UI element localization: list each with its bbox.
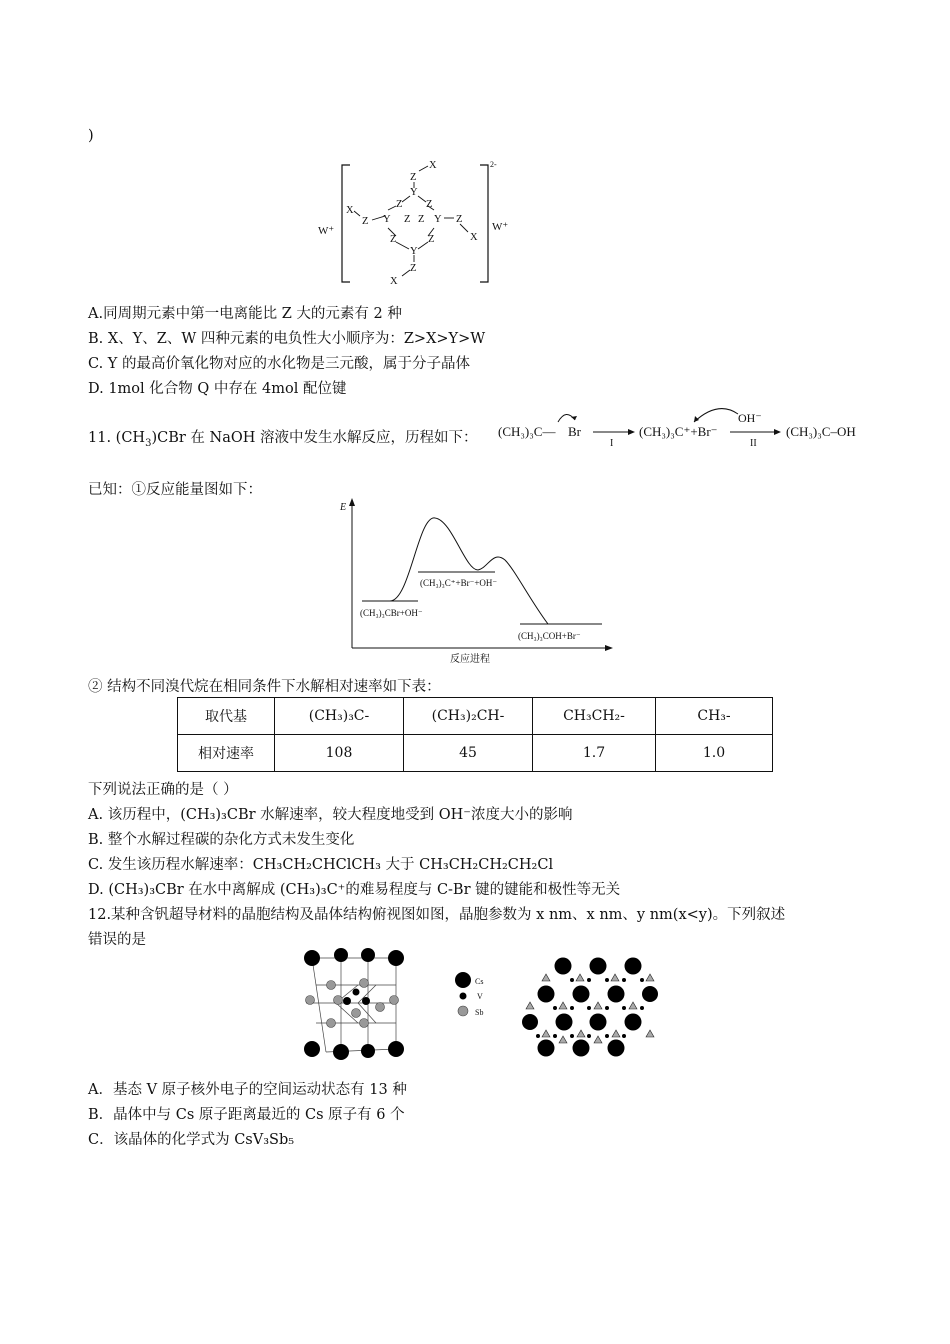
q10-option-d: D. 1mol 化合物 Q 中存在 4mol 配位键 [88,381,347,397]
atom-x-left: X [346,205,354,216]
cs-legend-icon [455,972,471,988]
q11-option-c: C. 发生该历程水解速率：CH₃CH₂CHClCH₃ 大于 CH₃CH₂CH₂CH₂Cl [88,857,554,873]
mech-intermediate: (CH₃)₃C⁺+Br⁻ [639,424,718,439]
atom-z-4: Z [418,214,425,225]
w-cation-right: W⁺ [492,221,509,233]
table-cell: CH₃CH₂- [533,698,656,735]
atom-z-3: Z [404,214,411,225]
table-cell: 取代基 [178,698,275,735]
q10-fragment: ) [88,128,94,144]
table-cell: CH₃- [656,698,773,735]
table-cell: 相对速率 [178,735,275,772]
w-cation-left: W⁺ [318,225,335,237]
crystal-top-view [518,950,663,1060]
charge-label: 2- [490,160,497,169]
sb-legend-icon [458,1006,468,1016]
axis-progress: 反应进程 [450,654,490,665]
q12-option-b: B．晶体中与 Cs 原子距离最近的 Cs 原子有 6 个 [88,1107,405,1123]
atom-z-left: Z [362,216,369,227]
q11-stem [88,426,477,449]
unit-cell-diagram [296,945,408,1065]
q11-stem-suffix: )CBr 在 NaOH 溶液中发生水解反应，历程如下： [151,430,478,446]
q11-stem-prefix: 11. (CH [88,430,146,446]
atom-z-1: Z [396,199,403,210]
table-cell: 1.7 [533,735,656,772]
atom-x-right: X [470,232,478,243]
q10-option-a: A.同周期元素中第一电离能比 Z 大的元素有 2 种 [88,306,402,322]
atom-z-top: Z [410,172,417,183]
v-legend-icon [460,993,467,1000]
energy-diagram [330,490,620,670]
q11-known1: 已知：①反应能量图如下： [88,482,262,498]
mech-br: Br [568,424,581,439]
atom-z-6: Z [428,234,435,245]
q10-structure-diagram [310,150,520,290]
mech-step2: II [750,438,757,449]
atom-y-bottom: Y [410,246,418,257]
legend-cs: Cs [475,977,484,986]
q11-mechanism [498,400,868,450]
atom-y-left: Y [383,214,391,225]
q11-known2: ② 结构不同溴代烷在相同条件下水解相对速率如下表： [88,679,441,695]
table-cell: 45 [404,735,533,772]
q11-stem-sub: 3 [145,437,152,449]
state-reactants: (CH₃)₃CBr+OH⁻ [360,608,423,618]
q11-option-a: A. 该历程中，(CH₃)₃CBr 水解速率，较大程度地受到 OH⁻浓度大小的影响 [88,807,573,823]
q12-stem-line2: 错误的是 [88,932,146,948]
q12-stem-line1: 12.某种含钒超导材料的晶胞结构及晶体结构俯视图如图，晶胞参数为 x nm、x nm、y nm(x<y)。下列叙述 [88,907,786,923]
q11-option-b: B. 整个水解过程碳的杂化方式未发生变化 [88,832,355,848]
mech-reactant: (CH₃)₃C— [498,424,556,439]
q11-option-d: D. (CH₃)₃CBr 在水中离解成 (CH₃)₃C⁺的难易程度与 C-Br 键的键能和极性等无关 [88,882,621,898]
table-cell: (CH₃)₂CH- [404,698,533,735]
q12-option-c: C．该晶体的化学式为 CsV₃Sb₅ [88,1132,295,1148]
atom-z-2: Z [426,199,433,210]
atom-y-top: Y [410,187,418,198]
atom-z-right: Z [456,214,463,225]
q10-option-c: C. Y 的最高价氧化物对应的水化物是三元酸，属于分子晶体 [88,356,470,372]
atom-z-5: Z [390,234,397,245]
table-cell: 108 [275,735,404,772]
axis-e: E [340,502,347,513]
legend-v: V [477,992,483,1001]
mech-step1: I [610,438,614,449]
legend-sb: Sb [475,1008,484,1017]
atom-z-bottom: Z [410,263,417,274]
table-row [178,698,773,735]
q12-option-a: A．基态 V 原子核外电子的空间运动状态有 13 种 [88,1082,407,1098]
q11-question: 下列说法正确的是（ ） [88,782,238,798]
mech-product: (CH₃)₃C–OH [786,424,856,439]
table-cell: 1.0 [656,735,773,772]
table-row [178,735,773,772]
atom-x-bottom: X [390,276,398,287]
q10-option-b: B. X、Y、Z、W 四种元素的电负性大小顺序为：Z>X>Y>W [88,331,486,347]
state-intermediate: (CH₃)₃C⁺+Br⁻+OH⁻ [420,578,498,588]
atom-x-top: X [429,160,437,171]
atom-y-right: Y [434,214,442,225]
atom-legend [452,968,502,1023]
mech-oh: OH⁻ [738,411,762,425]
state-products: (CH₃)₃COH+Br⁻ [518,631,581,641]
rate-table [177,697,773,772]
table-cell: (CH₃)₃C- [275,698,404,735]
